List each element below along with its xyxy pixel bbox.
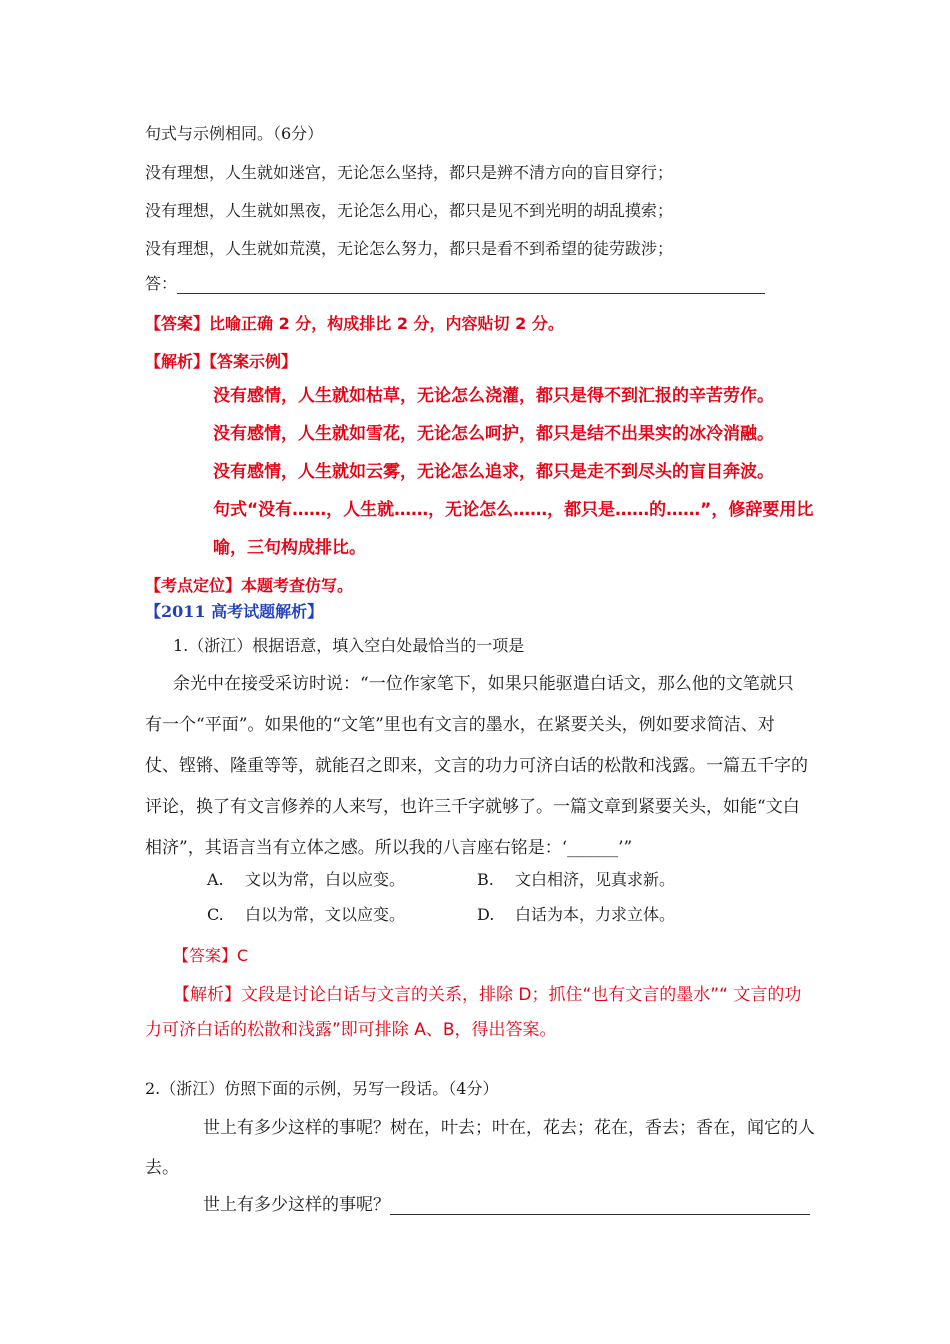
q2-prompt: 世上有多少这样的事呢？ (203, 1195, 390, 1215)
option-c-letter: C. (207, 905, 224, 924)
q1-answer: 【答案】C (173, 946, 249, 965)
answer-blank-line[interactable] (177, 292, 765, 294)
analysis-pattern-line-1: 句式“没有……，人生就……，无论怎么……，都只是……的……”，修辞要用比 (213, 500, 814, 520)
option-d-letter: D. (477, 905, 495, 924)
option-b-letter: B. (477, 870, 494, 889)
q2-answer-row (203, 1195, 810, 1215)
q1-passage-line-4: 评论，换了有文言修养的人来写，也许三千字就够了。一篇文章到紧要关头，如能“文白 (145, 797, 800, 817)
option-a-letter: A. (207, 870, 224, 889)
analysis-example-3: 没有感情，人生就如云雾，无论怎么追求，都只是走不到尽头的盲目奔波。 (213, 462, 774, 482)
q2-example-line-2: 去。 (145, 1158, 179, 1178)
q1-analysis-line-2: 力可济白话的松散和浅露”即可排除 A、B，得出答案。 (145, 1020, 557, 1040)
example-line-3: 没有理想，人生就如荒漠，无论怎么努力，都只是看不到希望的徒劳跋涉； (145, 239, 674, 258)
option-a-text[interactable]: 文以为常，白以应变。 (245, 870, 406, 889)
q2-stem: 2.（浙江）仿照下面的示例，另写一段话。（4分） (145, 1079, 499, 1098)
q2-example-line-1: 世上有多少这样的事呢？树在，叶去；叶在，花去；花在，香去；香在，闻它的人 (203, 1118, 815, 1138)
question-intro: 句式与示例相同。（6分） (145, 124, 324, 143)
example-line-2: 没有理想，人生就如黑夜，无论怎么用心，都只是见不到光明的胡乱摸索； (145, 201, 674, 220)
example-line-1: 没有理想，人生就如迷宫，无论怎么坚持，都只是辨不清方向的盲目穿行； (145, 163, 674, 182)
analysis-pattern-line-2: 喻，三句构成排比。 (213, 538, 366, 558)
q1-options-row-1 (207, 870, 675, 890)
option-c-text[interactable]: 白以为常，文以应变。 (245, 905, 406, 924)
q1-options-row-2 (207, 905, 675, 925)
analysis-example-2: 没有感情，人生就如雪花，无论怎么呵护，都只是结不出果实的冰冷消融。 (213, 424, 774, 444)
analysis-example-1: 没有感情，人生就如枯草，无论怎么浇灌，都只是得不到汇报的辛苦劳作。 (213, 386, 774, 406)
option-d-text[interactable]: 白话为本，力求立体。 (515, 905, 676, 924)
answer-prompt: 答： (145, 274, 178, 293)
q1-passage-line-3: 仗、铿锵、隆重等等，就能召之即来，文言的功力可济白话的松散和浅露。一篇五千字的 (145, 756, 808, 776)
q1-passage-line-2: 有一个“平面”。如果他的“文笔”里也有文言的墨水，在紧要关头，例如要求简洁、对 (145, 715, 775, 735)
kaodian-line: 【考点定位】本题考查仿写。 (145, 576, 354, 595)
answer-scoring: 【答案】比喻正确 2 分，构成排比 2 分，内容贴切 2 分。 (145, 314, 564, 333)
q1-passage-line-5: 相济”，其语言当有立体之感。所以我的八言座右铭是：‘______’” (145, 838, 633, 858)
q1-passage-line-1: 余光中在接受采访时说：“一位作家笔下，如果只能驱遣白话文，那么他的文笔就只 (173, 674, 794, 694)
q2-answer-blank-line[interactable] (390, 1213, 810, 1215)
q1-analysis-line-1: 【解析】文段是讨论白话与文言的关系，排除 D；抓住“也有文言的墨水”“ 文言的功 (173, 985, 802, 1005)
option-b-text[interactable]: 文白相济，见真求新。 (515, 870, 676, 889)
section-2011-header: 【2011 高考试题解析】 (145, 602, 324, 621)
answer-field-row (145, 274, 765, 294)
q1-stem: 1.（浙江）根据语意，填入空白处最恰当的一项是 (173, 636, 525, 655)
analysis-header: 【解析】【答案示例】 (145, 352, 298, 371)
